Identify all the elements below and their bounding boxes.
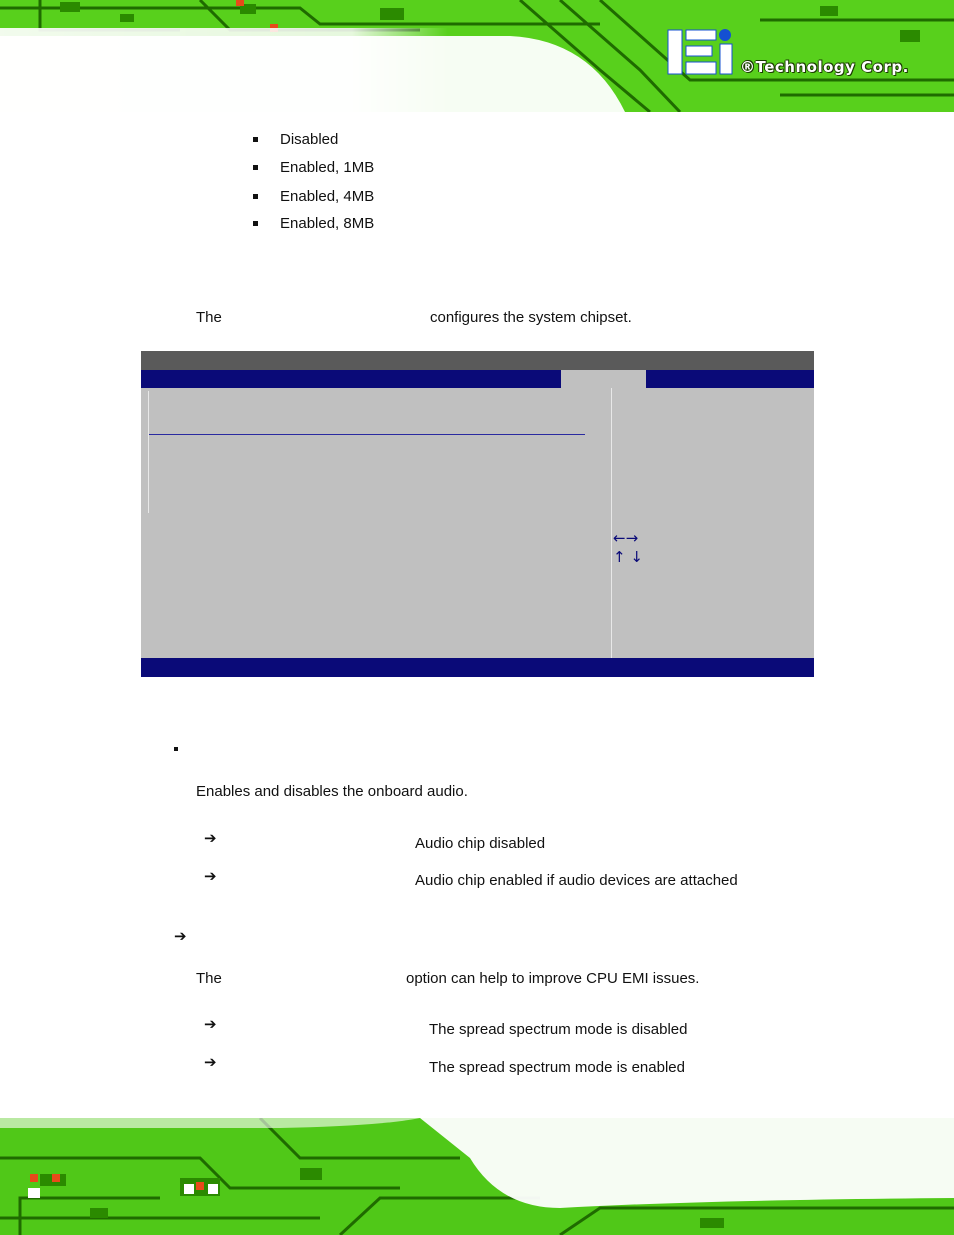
arrow-right-icon: ➔ [204, 867, 217, 885]
spread-spectrum-prefix: The [196, 970, 222, 987]
arrow-right-icon: ➔ [174, 927, 187, 945]
circuit-board-banner [0, 0, 954, 112]
up-down-arrow-icon: ↑ ↓ [613, 548, 643, 566]
page-footer-banner [0, 1118, 954, 1235]
option-item: Enabled, 8MB [280, 215, 375, 232]
spread-option-description: The spread spectrum mode is disabled [429, 1021, 688, 1038]
option-item: Enabled, 1MB [280, 159, 375, 176]
bios-screenshot [141, 351, 814, 677]
bios-help-divider [611, 388, 612, 658]
intro-prefix: The [196, 309, 222, 326]
bios-active-tab[interactable] [561, 370, 646, 388]
bios-menu-bar [141, 370, 814, 388]
bios-status-bar [141, 658, 814, 677]
audio-option-description: Audio chip enabled if audio devices are attached [415, 872, 738, 889]
left-right-arrow-icon: ←→ [613, 529, 639, 547]
option-item: Enabled, 4MB [280, 188, 375, 205]
option-item: Disabled [280, 131, 339, 148]
spread-spectrum-suffix: option can help to improve CPU EMI issues. [406, 970, 700, 987]
arrow-right-icon: ➔ [204, 829, 217, 847]
bullet-icon [253, 137, 258, 142]
iei-logo [668, 29, 732, 74]
circuit-board-footer [0, 1118, 954, 1235]
intro-suffix: configures the system chipset. [430, 309, 632, 326]
bios-left-border [148, 391, 149, 513]
audio-option-description: Audio chip disabled [415, 835, 546, 852]
arrow-right-icon: ➔ [204, 1053, 217, 1071]
section-bullet-icon [174, 747, 178, 751]
bullet-icon [253, 221, 258, 226]
arrow-right-icon: ➔ [204, 1015, 217, 1033]
bios-title-bar [141, 351, 814, 370]
page-header-banner [0, 0, 954, 112]
bullet-icon [253, 165, 258, 170]
spread-option-description: The spread spectrum mode is enabled [429, 1059, 685, 1076]
brand-text: ®Technology Corp. [740, 58, 909, 76]
bios-separator [149, 434, 585, 435]
bullet-icon [253, 194, 258, 199]
audio-description: Enables and disables the onboard audio. [196, 783, 468, 800]
